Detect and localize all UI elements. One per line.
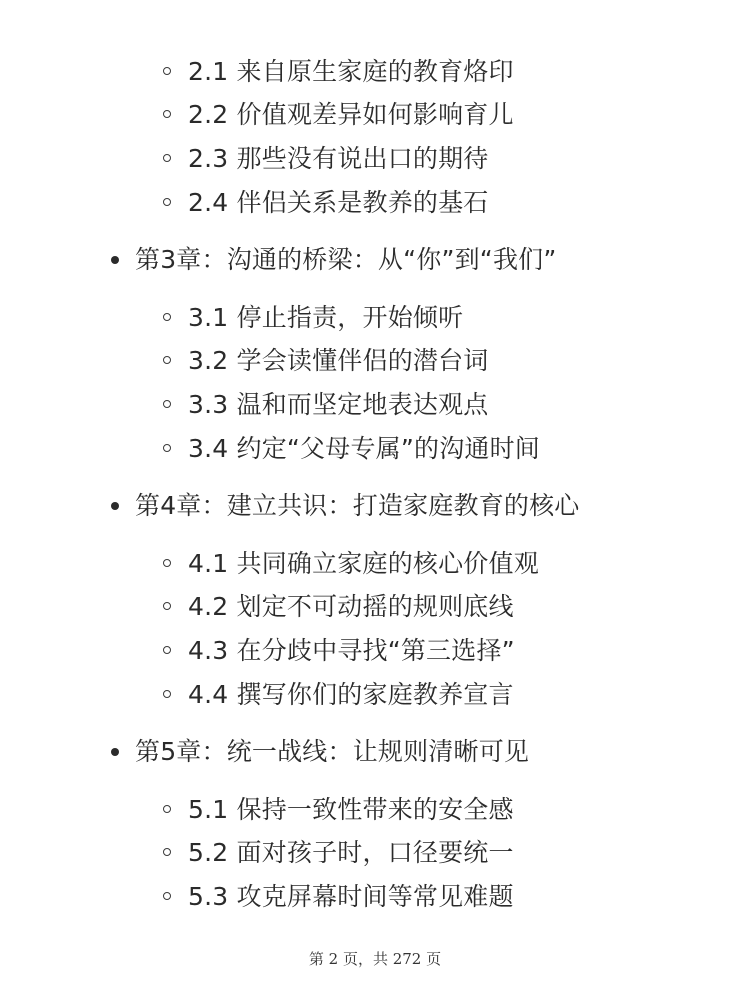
toc-item-label: 4.4 撰写你们的家庭教养宣言 xyxy=(188,680,514,709)
toc-item-label: 2.2 价值观差异如何影响育儿 xyxy=(188,100,514,129)
toc-item-label: 4.2 划定不可动摇的规则底线 xyxy=(188,592,514,621)
hollow-bullet-icon xyxy=(163,313,171,321)
page-footer: 第 2 页，共 272 页 xyxy=(308,950,442,968)
hollow-bullet-icon xyxy=(163,690,171,698)
hollow-bullet-icon xyxy=(163,400,171,408)
toc-item-2-1 xyxy=(0,52,750,92)
toc-chapter-3 xyxy=(0,240,750,280)
filled-bullet-icon xyxy=(111,256,119,264)
toc-item-label: 3.3 温和而坚定地表达观点 xyxy=(188,390,489,419)
toc-item-2-4 xyxy=(0,183,750,223)
toc-item-label: 3.4 约定“父母专属”的沟通时间 xyxy=(188,434,541,463)
toc-item-4-2 xyxy=(0,587,750,627)
hollow-bullet-icon xyxy=(163,67,171,75)
toc-item-2-2 xyxy=(0,95,750,135)
toc-item-label: 3.2 学会读懂伴侣的潜台词 xyxy=(188,346,489,375)
hollow-bullet-icon xyxy=(163,198,171,206)
toc-item-label: 5.3 攻克屏幕时间等常见难题 xyxy=(188,882,514,911)
toc-item-label: 4.3 在分歧中寻找“第三选择” xyxy=(188,636,515,665)
toc-item-label: 2.1 来自原生家庭的教育烙印 xyxy=(188,57,514,86)
hollow-bullet-icon xyxy=(163,444,171,452)
toc-chapter-label: 第5章：统一战线：让规则清晰可见 xyxy=(135,737,530,766)
hollow-bullet-icon xyxy=(163,646,171,654)
toc-item-4-1 xyxy=(0,544,750,584)
toc-item-5-2 xyxy=(0,833,750,873)
toc-item-3-3 xyxy=(0,385,750,425)
hollow-bullet-icon xyxy=(163,602,171,610)
hollow-bullet-icon xyxy=(163,892,171,900)
hollow-bullet-icon xyxy=(163,110,171,118)
toc-item-label: 5.1 保持一致性带来的安全感 xyxy=(188,795,514,824)
toc-item-3-1 xyxy=(0,298,750,338)
hollow-bullet-icon xyxy=(163,805,171,813)
toc-chapter-label: 第3章：沟通的桥梁：从“你”到“我们” xyxy=(135,245,557,274)
toc-item-label: 2.4 伴侣关系是教养的基石 xyxy=(188,188,489,217)
toc-item-label: 5.2 面对孩子时，口径要统一 xyxy=(188,838,514,867)
filled-bullet-icon xyxy=(111,748,119,756)
toc-item-label: 4.1 共同确立家庭的核心价值观 xyxy=(188,549,539,578)
hollow-bullet-icon xyxy=(163,356,171,364)
toc-chapter-label: 第4章：建立共识：打造家庭教育的核心 xyxy=(135,491,580,520)
toc-item-label: 2.3 那些没有说出口的期待 xyxy=(188,144,489,173)
toc-chapter-4 xyxy=(0,486,750,526)
hollow-bullet-icon xyxy=(163,848,171,856)
hollow-bullet-icon xyxy=(163,154,171,162)
toc-item-5-3 xyxy=(0,877,750,917)
filled-bullet-icon xyxy=(111,502,119,510)
hollow-bullet-icon xyxy=(163,559,171,567)
toc-item-4-3 xyxy=(0,631,750,671)
toc-item-5-1 xyxy=(0,790,750,830)
toc-chapter-5 xyxy=(0,732,750,772)
toc-item-3-4 xyxy=(0,429,750,469)
toc-item-label: 3.1 停止指责，开始倾听 xyxy=(188,303,464,332)
toc-item-4-4 xyxy=(0,675,750,715)
toc-item-2-3 xyxy=(0,139,750,179)
toc-item-3-2 xyxy=(0,341,750,381)
